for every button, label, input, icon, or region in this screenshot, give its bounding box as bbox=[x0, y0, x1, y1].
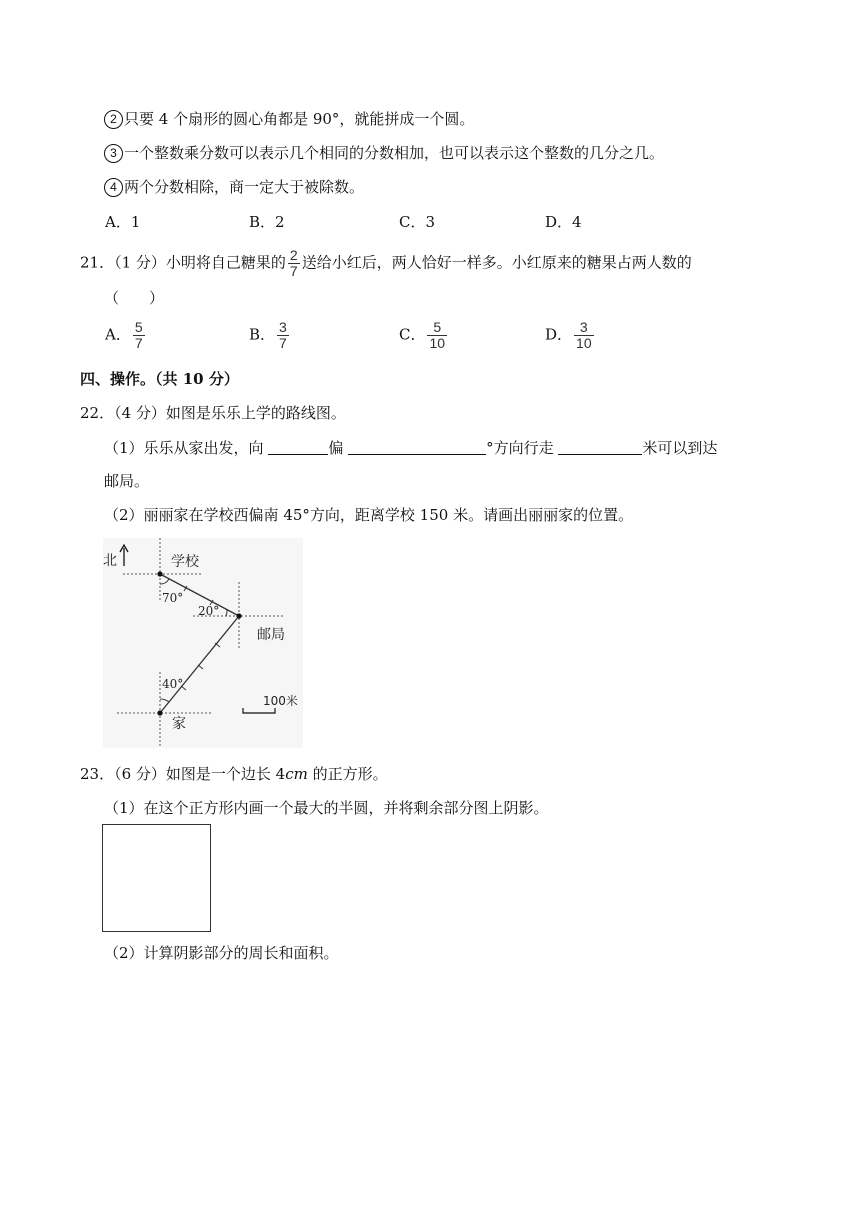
q23-sub2: （2）计算阴影部分的周长和面积。 bbox=[104, 944, 339, 962]
q22-sub1 bbox=[104, 437, 717, 459]
q22-sub2: （2）丽丽家在学校西偏南 45°方向，距离学校 150 米。请画出丽丽家的位置。 bbox=[104, 506, 634, 524]
q20-statement-2 bbox=[104, 108, 474, 130]
angle-label-40: 40° bbox=[162, 677, 184, 691]
home-label: 家 bbox=[172, 716, 186, 732]
question-text: 如图是乐乐上学的路线图。 bbox=[165, 404, 346, 422]
route-map-diagram bbox=[103, 538, 303, 748]
question-number: 22． bbox=[80, 404, 115, 422]
q20-option-c[interactable]: C．3 bbox=[399, 213, 436, 231]
sub1-text-a: （1）乐乐从家出发，向 bbox=[104, 439, 264, 457]
question-text: 送给小红后，两人恰好一样多。小红原来的糖果占两人数的 bbox=[301, 253, 692, 272]
statement-text: 一个整数乘分数可以表示几个相同的分数相加，也可以表示这个整数的几分之几。 bbox=[124, 144, 665, 162]
question-score: （4 分） bbox=[114, 404, 166, 422]
question-score: （6 分） bbox=[114, 765, 166, 783]
q21-option-c[interactable] bbox=[399, 320, 449, 351]
circled-number: 2 bbox=[104, 110, 123, 129]
option-label: A． bbox=[105, 325, 131, 344]
school-label: 学校 bbox=[171, 554, 199, 570]
question-text: 的正方形。 bbox=[307, 765, 388, 783]
sub1-text-b: 偏 bbox=[328, 439, 344, 457]
section-title: 四、操作。（共 10 分） bbox=[80, 370, 239, 388]
circled-number: 4 bbox=[104, 178, 123, 197]
fraction-numerator: 2 bbox=[289, 247, 298, 263]
post-office-label: 邮局 bbox=[257, 627, 285, 643]
angle-label-20: 20° bbox=[198, 604, 220, 618]
unit-cm: cm bbox=[285, 765, 308, 783]
q20-option-b[interactable]: B．2 bbox=[249, 213, 285, 231]
option-label: B． bbox=[249, 325, 276, 344]
answer-blank-distance[interactable] bbox=[558, 438, 642, 455]
option-label: C． bbox=[399, 325, 426, 344]
home-point bbox=[157, 710, 162, 715]
angle-label-70: 70° bbox=[162, 591, 184, 605]
fraction-numerator: 3 bbox=[579, 319, 588, 335]
question-text: 小明将自己糖果的 bbox=[165, 253, 286, 272]
question-text: 如图是一个边长 4 bbox=[165, 765, 286, 783]
q20-option-a[interactable]: A．1 bbox=[105, 213, 141, 231]
fraction bbox=[427, 320, 447, 351]
statement-text: 只要 4 个扇形的圆心角都是 90°，就能拼成一个圆。 bbox=[124, 110, 475, 128]
question-number: 23． bbox=[80, 765, 115, 783]
q20-statement-4 bbox=[104, 176, 364, 198]
sub1-text-d: 米可以到达 bbox=[642, 439, 718, 457]
map-background bbox=[103, 538, 303, 748]
question-score: （1 分） bbox=[114, 253, 166, 272]
school-point bbox=[157, 571, 162, 576]
fraction-denominator: 7 bbox=[289, 263, 298, 279]
question-number: 21． bbox=[80, 253, 115, 272]
fraction bbox=[574, 320, 594, 351]
sub1-text-c: °方向行走 bbox=[486, 439, 554, 457]
answer-blank-direction1[interactable] bbox=[268, 438, 328, 455]
fraction-numerator: 5 bbox=[433, 319, 442, 335]
square-drawing-area[interactable] bbox=[102, 824, 211, 932]
fraction-numerator: 3 bbox=[279, 319, 287, 335]
answer-paren: （ ） bbox=[104, 289, 165, 307]
fraction bbox=[133, 320, 145, 351]
fraction-numerator: 5 bbox=[134, 319, 143, 335]
fraction bbox=[288, 248, 300, 279]
q23-stem bbox=[80, 763, 388, 785]
option-label: D． bbox=[545, 325, 573, 344]
sub1-text-e: 邮局。 bbox=[104, 472, 150, 490]
fraction-denominator: 7 bbox=[134, 335, 143, 351]
fraction-denominator: 7 bbox=[279, 335, 287, 351]
circled-number: 3 bbox=[104, 144, 123, 163]
north-label: 北 bbox=[103, 553, 117, 569]
q20-statement-3 bbox=[104, 142, 664, 164]
q20-option-d[interactable]: D．4 bbox=[545, 213, 582, 231]
answer-blank-angle[interactable] bbox=[348, 438, 486, 455]
statement-text: 两个分数相除，商一定大于被除数。 bbox=[124, 178, 365, 196]
q23-sub1: （1）在这个正方形内画一个最大的半圆，并将剩余部分图上阴影。 bbox=[104, 799, 549, 817]
q21-option-b[interactable] bbox=[249, 320, 291, 351]
q21-stem bbox=[80, 248, 692, 279]
q22-stem bbox=[80, 402, 346, 424]
fraction-denominator: 10 bbox=[576, 335, 592, 351]
fraction-denominator: 10 bbox=[429, 335, 446, 351]
fraction bbox=[277, 320, 289, 351]
scale-label: 100米 bbox=[263, 694, 298, 708]
q21-option-a[interactable] bbox=[105, 320, 147, 351]
post-office-point bbox=[236, 613, 241, 618]
q21-option-d[interactable] bbox=[545, 320, 596, 351]
